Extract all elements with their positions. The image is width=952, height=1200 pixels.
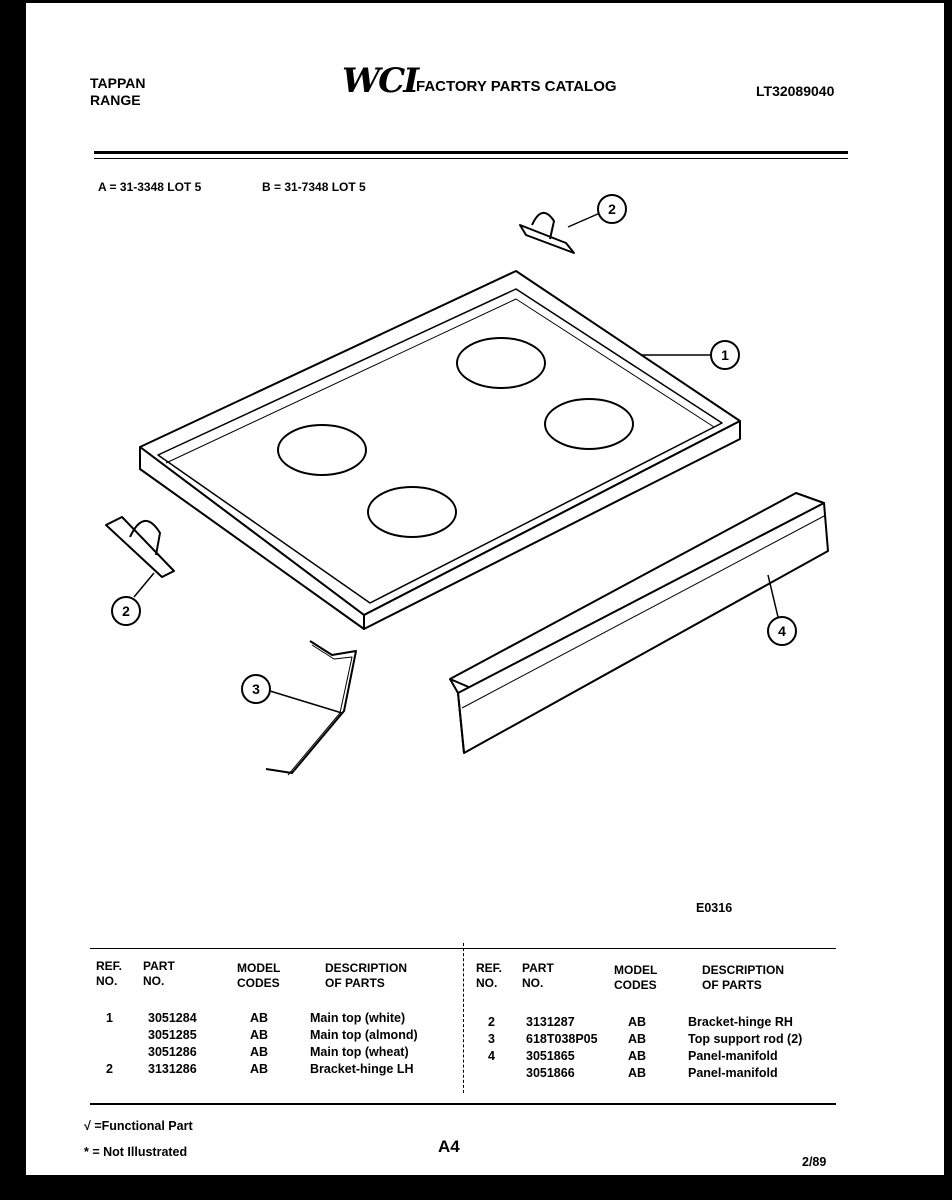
table-divider — [463, 943, 465, 1093]
right-col-model: AB AB AB AB — [628, 1015, 647, 1080]
right-col-part: 3131287 618T038P05 3051865 3051866 — [526, 1015, 598, 1080]
brand-line-1: TAPPAN — [90, 75, 146, 91]
model-a: A = 31-3348 LOT 5 — [98, 180, 202, 194]
revision-date: 2/89 — [802, 1155, 827, 1169]
figure-code: E0316 — [696, 901, 733, 915]
hdr-model-left: MODEL CODES — [237, 961, 281, 990]
left-col-ref: 1 2 — [106, 1011, 113, 1076]
exploded-parts-diagram — [26, 3, 944, 933]
brand-line-2: RANGE — [90, 92, 141, 108]
bracket-hinge-rh — [520, 213, 574, 253]
catalog-page — [26, 3, 944, 1175]
left-col-part: 3051284 3051285 3051286 3131286 — [148, 1011, 197, 1076]
bracket-hinge-lh — [106, 517, 174, 577]
hdr-desc-right: DESCRIPTION OF PARTS — [702, 963, 785, 992]
hdr-part-right: PART NO. — [522, 961, 554, 990]
right-col-desc: Bracket-hinge RH Top support rod (2) Panel-manifold Panel-manifold — [688, 1015, 803, 1080]
callout-1: 1 — [721, 347, 729, 363]
hdr-model-right: MODEL CODES — [614, 963, 658, 992]
hdr-desc-left: DESCRIPTION OF PARTS — [325, 961, 408, 990]
burner-hole-4 — [545, 399, 633, 449]
page-number: A4 — [438, 1137, 460, 1156]
left-col-desc: Main top (white) Main top (almond) Main top (wheat) Bracket-hinge LH — [310, 1011, 418, 1076]
left-col-model: AB AB AB AB — [250, 1011, 269, 1076]
table-bottom-rule — [90, 1103, 836, 1105]
legend-not-illustrated: * = Not Illustrated — [84, 1145, 188, 1159]
top-support-rod — [266, 641, 356, 773]
main-top-inner — [158, 289, 722, 603]
right-col-ref: 2 3 4 — [488, 1015, 495, 1063]
callout-2-left: 2 — [122, 603, 130, 619]
table-row: 1 — [106, 1011, 113, 1025]
hdr-part-left: PART NO. — [143, 959, 175, 988]
burner-hole-1 — [278, 425, 366, 475]
wci-logo: WCI — [342, 61, 418, 101]
catalog-title: FACTORY PARTS CATALOG — [416, 78, 617, 95]
model-b: B = 31-7348 LOT 5 — [262, 180, 366, 194]
callout-3: 3 — [252, 681, 260, 697]
legend-functional: √ =Functional Part — [84, 1119, 193, 1133]
burner-hole-2 — [457, 338, 545, 388]
callout-2-top: 2 — [608, 201, 616, 217]
catalog-number: LT32089040 — [756, 83, 835, 99]
hdr-ref-right: REF. NO. — [476, 961, 503, 990]
callout-4: 4 — [778, 623, 786, 639]
burner-hole-3 — [368, 487, 456, 537]
hdr-ref-left: REF. NO. — [96, 959, 123, 988]
